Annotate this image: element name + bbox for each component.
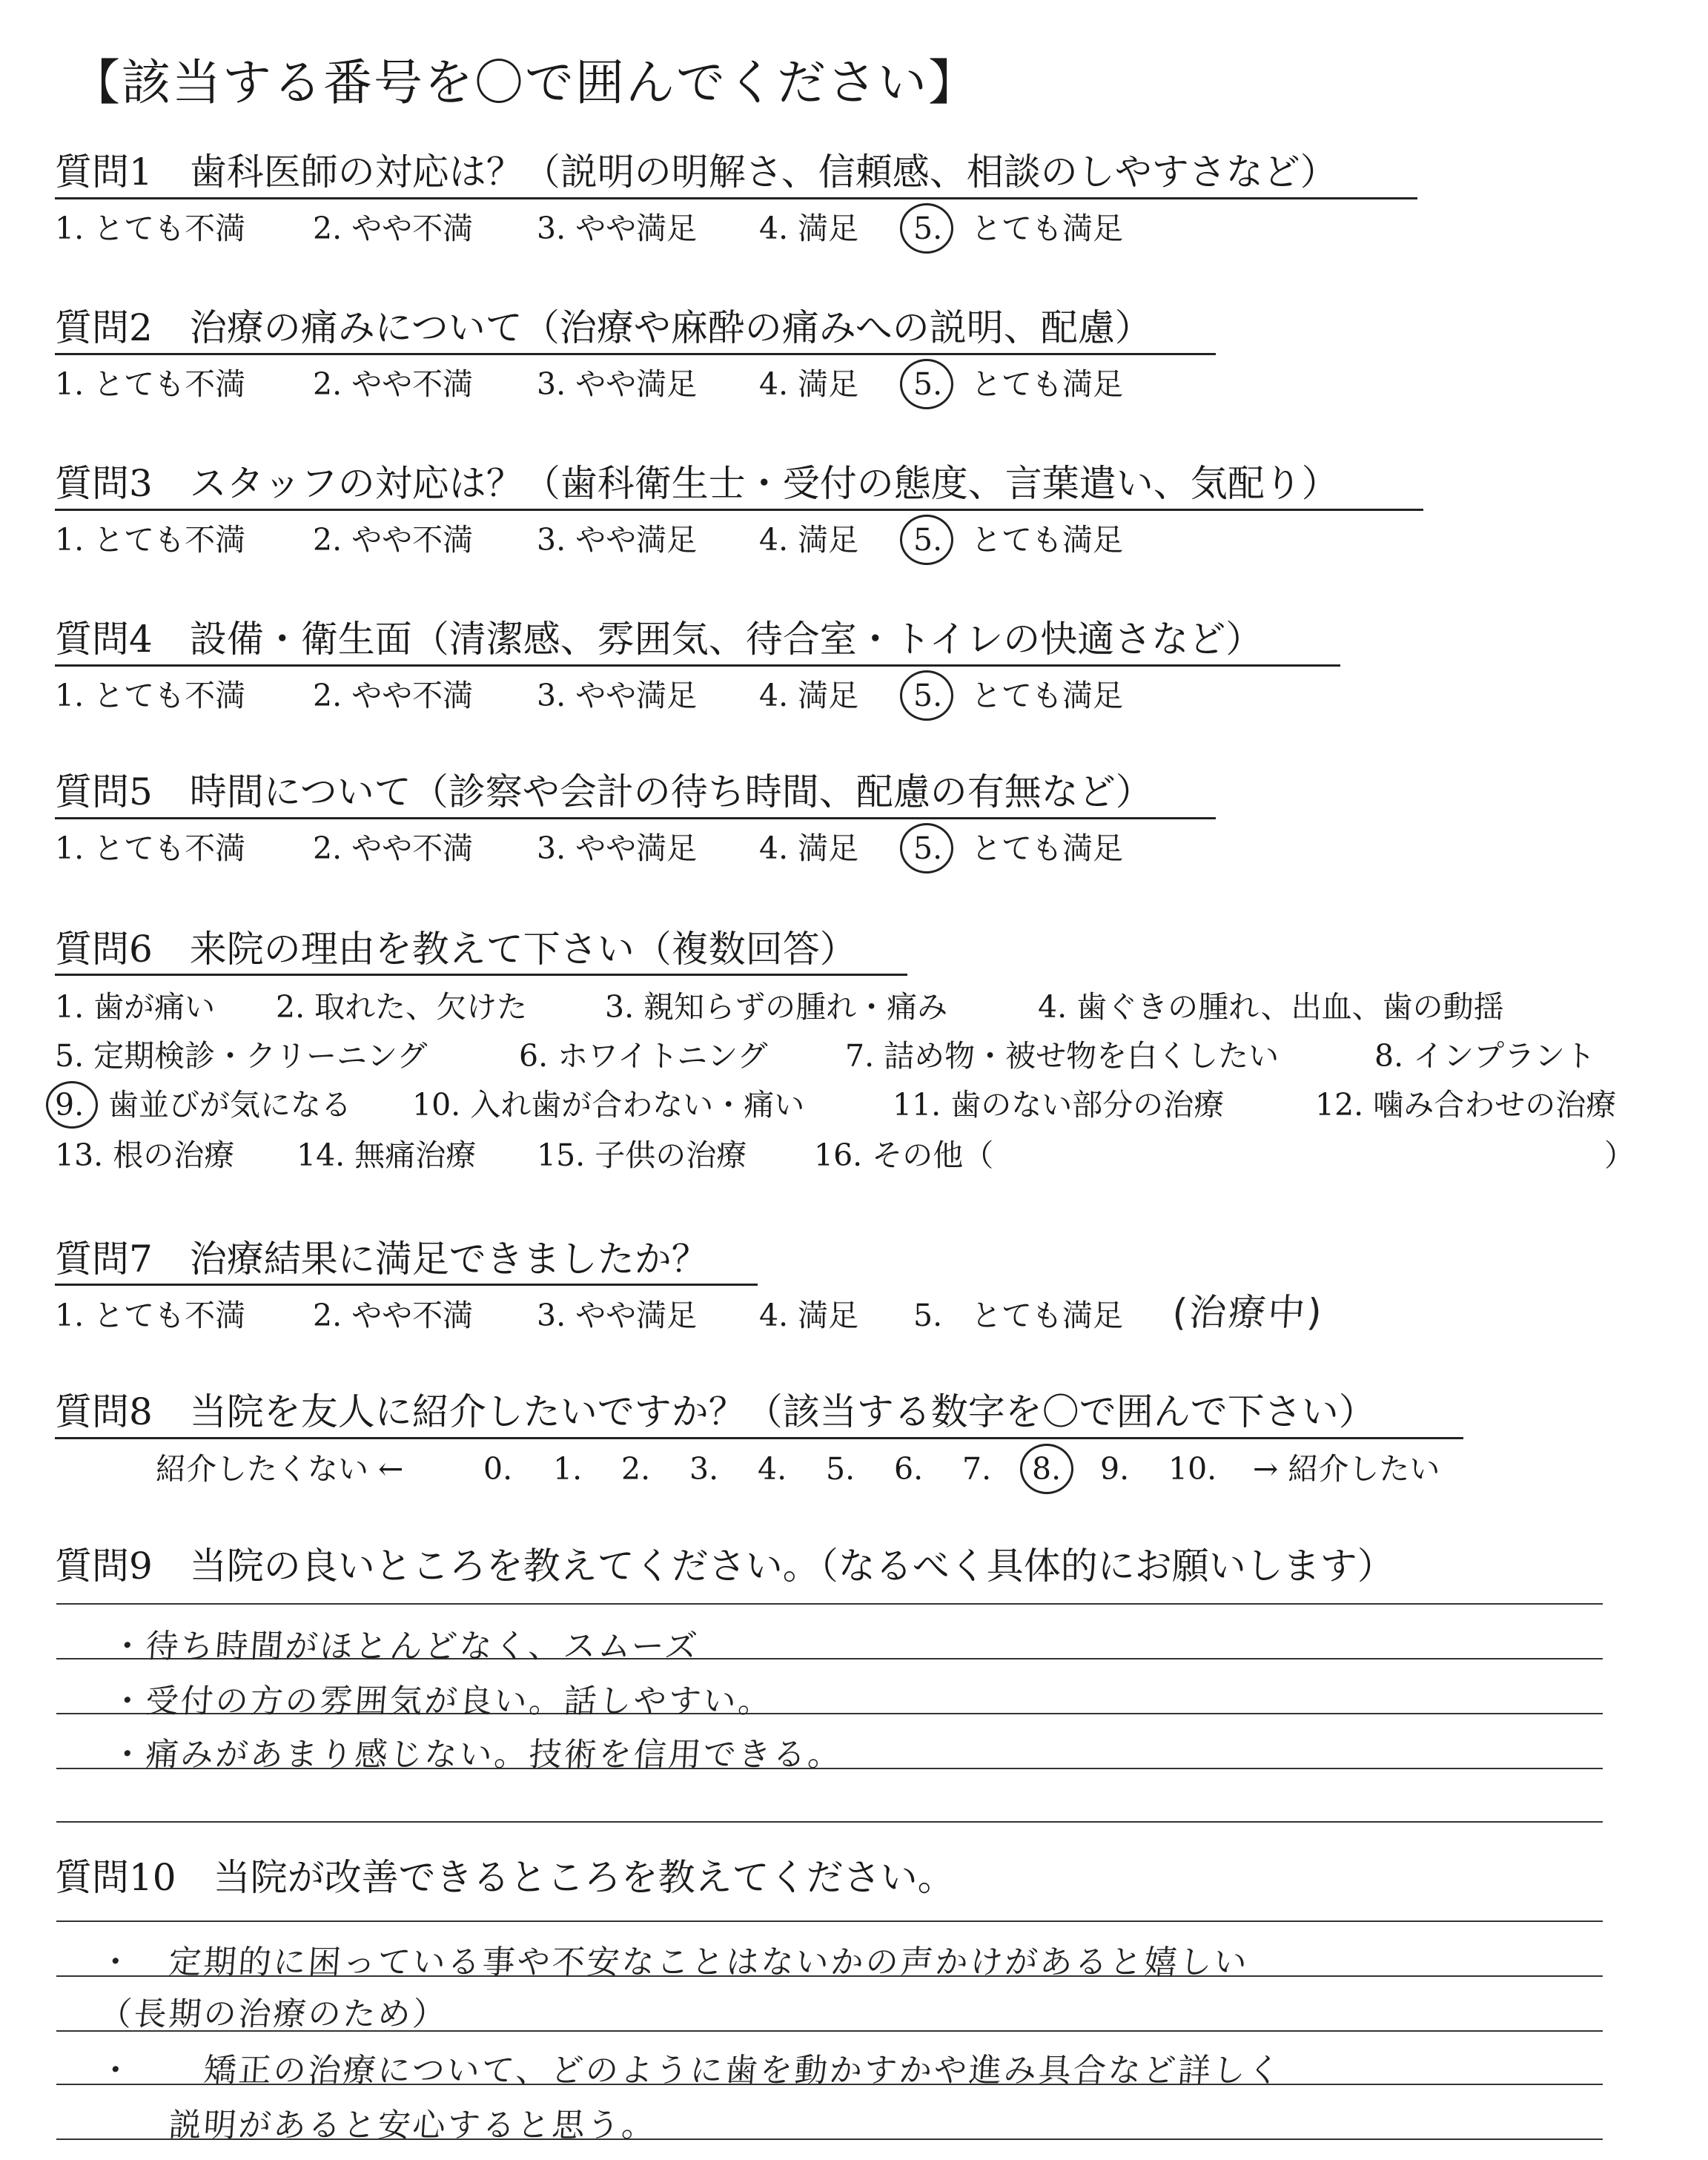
q6-title: 質問6 来院の理由を教えて下さい（複数回答） <box>55 928 857 971</box>
q2-option-3[interactable]: 3. やや満足 <box>537 366 698 402</box>
q6-option[interactable]: 10. 入れ歯が合わない・痛い <box>412 1087 805 1123</box>
q7-option-3[interactable]: 3. やや満足 <box>537 1298 698 1333</box>
q4-option-5[interactable]: 5. <box>913 678 943 713</box>
q2-underline <box>55 353 1216 355</box>
q4-option-5-label: とても満足 <box>971 678 1123 713</box>
q5-option-3[interactable]: 3. やや満足 <box>537 830 698 866</box>
q7-option-4[interactable]: 4. 満足 <box>759 1298 859 1333</box>
q8-number-9[interactable]: 9. <box>1100 1451 1130 1487</box>
q1-option-5[interactable]: 5. <box>913 211 943 246</box>
q7-title: 質問7 治療結果に満足できましたか？ <box>55 1238 709 1281</box>
q6-option[interactable]: 2. 取れた、欠けた <box>276 989 528 1025</box>
q6-option[interactable]: 13. 根の治療 <box>55 1137 235 1173</box>
q1-option-1[interactable]: 1. とても不満 <box>55 211 246 246</box>
q9-answer-3: ・痛みがあまり感じない。技術を信用できる。 <box>109 1736 844 1774</box>
q5-underline <box>55 817 1216 819</box>
q5-option-4[interactable]: 4. 満足 <box>759 830 859 866</box>
q5-option-5-label: とても満足 <box>971 830 1123 866</box>
q10-answer-2: （長期の治療のため） <box>97 1995 449 2033</box>
q8-number-6[interactable]: 6. <box>894 1451 924 1487</box>
q6-option[interactable]: 1. 歯が痛い <box>55 989 216 1025</box>
q2-option-5-label: とても満足 <box>971 366 1123 402</box>
q5-option-2[interactable]: 2. やや不満 <box>313 830 474 866</box>
q2-option-1[interactable]: 1. とても不満 <box>55 366 246 402</box>
q7-underline <box>55 1284 758 1286</box>
q8-number-5[interactable]: 5. <box>826 1451 855 1487</box>
q5-option-5[interactable]: 5. <box>913 830 943 866</box>
q6-option[interactable]: 15. 子供の治療 <box>537 1137 747 1173</box>
q3-option-5[interactable]: 5. <box>913 522 943 558</box>
q3-title: 質問3 スタッフの対応は？（歯科衛生士・受付の態度、言葉遣い、気配り） <box>55 462 1339 505</box>
q8-selected-circle <box>1020 1444 1073 1494</box>
q7-option-5[interactable]: 5. <box>913 1298 943 1333</box>
q8-number-2[interactable]: 2. <box>621 1451 651 1487</box>
q1-option-5-label: とても満足 <box>971 211 1123 246</box>
q1-title: 質問1 歯科医師の対応は？（説明の明解さ、信頼感、相談のしやすさなど） <box>55 151 1337 194</box>
q1-option-2[interactable]: 2. やや不満 <box>313 211 474 246</box>
q5-selected-circle <box>900 823 953 873</box>
q2-option-5[interactable]: 5. <box>913 366 943 402</box>
q2-option-4[interactable]: 4. 満足 <box>759 366 859 402</box>
q6-option[interactable]: 7. 詰め物・被せ物を白くしたい <box>845 1038 1280 1074</box>
q8-underline <box>55 1437 1463 1439</box>
q3-option-2[interactable]: 2. やや不満 <box>313 522 474 558</box>
q4-underline <box>55 664 1340 667</box>
q6-option[interactable]: 3. 親知らずの腫れ・痛み <box>605 989 948 1025</box>
q6-option[interactable]: 歯並びが気になる <box>108 1087 351 1123</box>
q9-answer-2: ・受付の方の雰囲気が良い。話しやすい。 <box>109 1682 775 1720</box>
q8-right-label: → 紹介したい <box>1253 1451 1440 1487</box>
q2-title: 質問2 治療の痛みについて（治療や麻酔の痛みへの説明、配慮） <box>55 306 1152 349</box>
q10-title: 質問10 当院が改善できるところを教えてください。 <box>55 1856 955 1899</box>
q5-option-1[interactable]: 1. とても不満 <box>55 830 246 866</box>
q9-line <box>56 1603 1603 1605</box>
q8-number-1[interactable]: 1. <box>553 1451 583 1487</box>
q8-title: 質問8 当院を友人に紹介したいですか？（該当する数字を〇で囲んで下さい） <box>55 1390 1376 1433</box>
q10-line <box>56 1920 1603 1922</box>
q2-option-2[interactable]: 2. やや不満 <box>313 366 474 402</box>
q4-title: 質問4 設備・衛生面（清潔感、雰囲気、待合室・トイレの快適さなど） <box>55 618 1263 661</box>
q1-underline <box>55 197 1417 199</box>
q4-option-4[interactable]: 4. 満足 <box>759 678 859 713</box>
q6-option[interactable]: 4. 歯ぐきの腫れ、出血、歯の動揺 <box>1038 989 1504 1025</box>
q7-option-5-label: とても満足 <box>971 1298 1123 1333</box>
q4-option-3[interactable]: 3. やや満足 <box>537 678 698 713</box>
q6-option[interactable]: 6. ホワイトニング <box>519 1038 768 1074</box>
q9-title: 質問9 当院の良いところを教えてください。（なるべく具体的にお願いします） <box>55 1545 1394 1588</box>
q3-option-3[interactable]: 3. やや満足 <box>537 522 698 558</box>
q10-answer-4: 説明があると安心すると思う。 <box>97 2107 658 2144</box>
q6-selected-circle <box>46 1081 98 1129</box>
q3-option-5-label: とても満足 <box>971 522 1123 558</box>
q8-number-0[interactable]: 0. <box>483 1451 513 1487</box>
q6-option-9-number[interactable]: 9. <box>55 1087 85 1123</box>
q2-selected-circle <box>900 359 953 409</box>
q8-number-3[interactable]: 3. <box>689 1451 719 1487</box>
q7-handwritten-note: (治療中) <box>1171 1291 1325 1334</box>
q6-other-close: ） <box>1604 1137 1635 1173</box>
q9-line <box>56 1821 1603 1823</box>
q3-underline <box>55 509 1423 511</box>
q6-option[interactable]: 12. 噛み合わせの治療 <box>1315 1087 1617 1123</box>
q5-title: 質問5 時間について（診察や会計の待ち時間、配慮の有無など） <box>55 770 1153 813</box>
q7-option-1[interactable]: 1. とても不満 <box>55 1298 246 1333</box>
q6-option[interactable]: 11. 歯のない部分の治療 <box>893 1087 1225 1123</box>
page-header: 【該当する番号を〇で囲んでください】 <box>71 54 979 111</box>
q6-option[interactable]: 14. 無痛治療 <box>297 1137 477 1173</box>
q8-number-10[interactable]: 10. <box>1168 1451 1217 1487</box>
q6-option-other[interactable]: 16. その他（ <box>814 1137 994 1173</box>
q9-answer-1: ・待ち時間がほとんどなく、スムーズ <box>109 1628 701 1665</box>
q1-option-3[interactable]: 3. やや満足 <box>537 211 698 246</box>
q6-option[interactable]: 8. インプラント <box>1374 1038 1596 1074</box>
q3-selected-circle <box>900 515 953 565</box>
q3-option-4[interactable]: 4. 満足 <box>759 522 859 558</box>
q6-option[interactable]: 5. 定期検診・クリーニング <box>55 1038 428 1074</box>
q8-number-4[interactable]: 4. <box>758 1451 787 1487</box>
q1-selected-circle <box>900 203 953 254</box>
q4-selected-circle <box>900 670 953 721</box>
q4-option-1[interactable]: 1. とても不満 <box>55 678 246 713</box>
q8-number-7[interactable]: 7. <box>962 1451 992 1487</box>
q1-option-4[interactable]: 4. 満足 <box>759 211 859 246</box>
q4-option-2[interactable]: 2. やや不満 <box>313 678 474 713</box>
q10-answer-3: ・ 矯正の治療について、どのように歯を動かすかや進み具合など詳しく <box>97 2052 1284 2090</box>
q10-answer-1: ・ 定期的に困っている事や不安なことはないかの声かけがあると嬉しい <box>97 1943 1251 1981</box>
q8-left-label: 紹介したくない ← <box>156 1451 404 1487</box>
q7-option-2[interactable]: 2. やや不満 <box>313 1298 474 1333</box>
q8-number-8[interactable]: 8. <box>1032 1451 1062 1487</box>
q6-underline <box>55 974 907 976</box>
q3-option-1[interactable]: 1. とても不満 <box>55 522 246 558</box>
